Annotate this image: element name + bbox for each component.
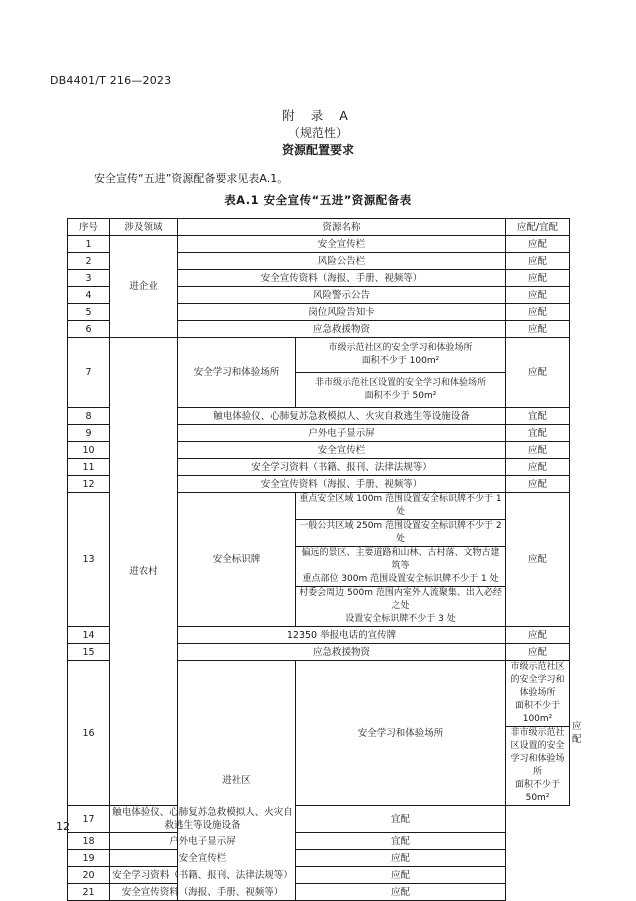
sub-line: 面积不少于 50m² [364,391,437,401]
requirement: 应配 [506,627,570,644]
sub-line: 设置安全标识牌不少于 3 处 [345,614,456,624]
row-number: 8 [68,408,110,425]
requirement: 应配 [296,884,506,901]
resource-name: 触电体验仪、心肺复苏急救模拟人、火灾自救逃生等设施设备 [110,806,296,833]
sub-requirement [296,547,506,587]
sub-requirement [296,493,506,520]
row-number: 12 [68,476,110,493]
resource-name: 安全学习资料（书籍、报刊、法律法规等） [178,459,506,476]
row-number: 21 [68,884,110,901]
sub-line: 市级示范社区的安全学习和体验场所 [510,662,565,698]
resource-name: 12350 举报电话的宣传牌 [178,627,506,644]
table-row [68,850,570,867]
resource-name: 安全宣传资料（海报、手册、视频等） [178,476,506,493]
row-number: 19 [68,850,110,867]
resource-name: 安全宣传资料（海报、手册、视频等） [178,270,506,287]
sub-line: 面积不少于 50m² [515,780,561,803]
resource-name: 安全宣传资料（海报、手册、视频等） [110,884,296,901]
row-number: 9 [68,425,110,442]
requirement: 应配 [506,476,570,493]
requirement: 应配 [506,270,570,287]
resource-name: 安全学习和体验场所 [296,661,506,806]
requirement: 应配 [506,304,570,321]
requirement: 应配 [296,850,506,867]
standard-code: DB4401/T 216—2023 [50,74,172,87]
table-row [68,833,570,850]
row-number: 7 [68,338,110,408]
domain-cell: 进社区 [178,661,296,901]
requirement: 应配 [506,321,570,338]
requirement: 宜配 [296,833,506,850]
appendix-subtitle: （规范性） [287,126,348,140]
sub-requirement [296,373,506,408]
row-number: 3 [68,270,110,287]
row-number: 2 [68,253,110,270]
resource-name: 风险公告栏 [178,253,506,270]
row-number: 18 [68,833,110,850]
requirement: 宜配 [296,806,506,833]
requirement: 应配 [296,867,506,884]
header-no: 序号 [68,219,110,236]
sub-line: 偏远的景区、主要道路和山林、古村落、文物古建筑等 [301,548,500,571]
requirement: 应配 [506,287,570,304]
requirement: 宜配 [506,408,570,425]
row-number: 16 [68,661,110,806]
sub-line: 市级示范社区的安全学习和体验场所 [328,343,473,353]
domain-cell: 进企业 [110,236,178,338]
requirement: 应配 [506,493,570,627]
appendix-name: 资源配置要求 [281,143,354,157]
row-number: 10 [68,442,110,459]
resource-name: 安全宣传栏 [178,236,506,253]
requirement: 应配 [506,459,570,476]
row-number: 15 [68,644,110,661]
requirement: 应配 [506,644,570,661]
sub-line: 重点安全区域 100m 范围设置安全标识牌不少于 1 处 [299,494,502,517]
row-number: 4 [68,287,110,304]
row-number: 5 [68,304,110,321]
row-number: 20 [68,867,110,884]
requirement: 宜配 [506,425,570,442]
table-caption: 表A.1 安全宣传“五进”资源配备表 [224,193,412,207]
resource-name: 岗位风险告知卡 [178,304,506,321]
sub-requirement [506,661,570,727]
header-domain: 涉及领域 [110,219,178,236]
resource-name: 安全标识牌 [178,493,296,627]
page-number: 12 [56,820,70,833]
sub-line: 面积不少于 100m² [515,701,561,724]
resource-name: 安全宣传栏 [110,850,296,867]
sub-requirement [296,587,506,627]
sub-line: 非市级示范社区设置的安全学习和体验场所 [315,378,487,388]
row-number: 17 [68,806,110,833]
requirement: 应配 [506,253,570,270]
requirement: 应配 [506,236,570,253]
sub-line: 重点部位 300m 范围设置安全标识牌不少于 1 处 [302,574,499,584]
sub-requirement [296,338,506,373]
resource-name: 应急救援物资 [178,321,506,338]
resource-name: 安全宣传栏 [178,442,506,459]
sub-line: 村委会周边 500m 范围内室外人流聚集、出入必经之处 [299,588,502,611]
header-requirement: 应配/宜配 [506,219,570,236]
sub-requirement [506,727,570,806]
resource-name: 触电体验仪、心肺复苏急救模拟人、火灾自救逃生等设施设备 [178,408,506,425]
resource-name: 户外电子显示屏 [178,425,506,442]
resource-name: 安全学习资料（书籍、报刊、法律法规等） [110,867,296,884]
row-number: 1 [68,236,110,253]
resource-name: 安全学习和体验场所 [178,338,296,408]
row-number: 6 [68,321,110,338]
table-row [68,806,570,833]
table-row: 16 进社区 安全学习和体验场所 市级示范社区的安全学习和体验场所 面积不少于 100m² 应配 [68,661,570,727]
resource-name: 风险警示公告 [178,287,506,304]
intro-paragraph: 安全宣传“五进”资源配备要求见表A.1。 [94,172,289,185]
resource-name: 应急救援物资 [178,644,506,661]
requirement: 应配 [506,338,570,408]
table-row [68,867,570,884]
requirement: 应配 [506,442,570,459]
row-number: 13 [68,493,110,627]
table-row [68,884,570,901]
table-row [68,236,570,253]
appendix-title: 附 录 A [282,108,354,123]
resource-table [67,218,582,901]
table-row [68,338,570,373]
sub-line: 面积不少于 100m² [361,356,440,366]
row-number: 14 [68,627,110,644]
domain-cell: 进农村 [110,338,178,806]
header-resource: 资源名称 [178,219,506,236]
sub-requirement [296,520,506,547]
row-number: 11 [68,459,110,476]
sub-line: 一般公共区域 250m 范围设置安全标识牌不少于 2 处 [299,521,502,544]
resource-name: 户外电子显示屏 [110,833,296,850]
sub-line: 非市级示范社区设置的安全学习和体验场所 [510,728,565,777]
